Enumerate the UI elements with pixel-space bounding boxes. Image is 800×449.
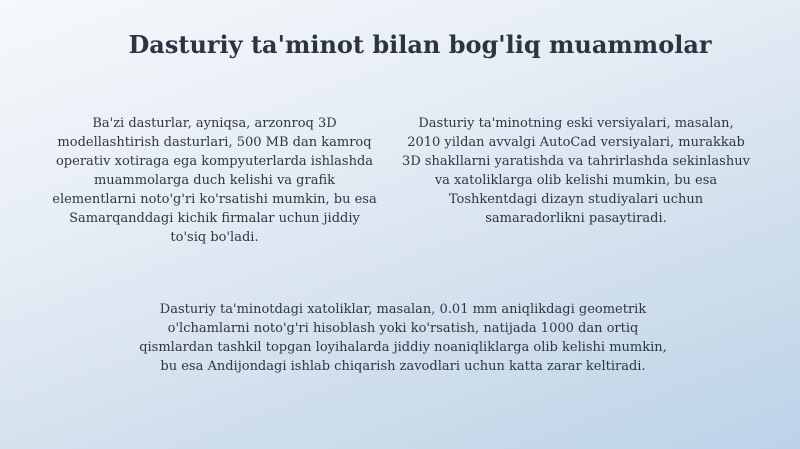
paragraph-left: Ba'zi dasturlar, ayniqsa, arzonroq 3D modellashtirish dasturlari, 500 MB dan kamroq operativ xotiraga ega kompyuterlarda ishlashda muammolarga duch kelishi va grafik elementlarni noto'g'ri ko'rsatishi mumkin, bu esa Samarqanddagi kichik firmalar uchun jiddiy to'siq bo'ladi. bbox=[52, 116, 377, 245]
paragraph-right: Dasturiy ta'minotning eski versiyalari, masalan, 2010 yildan avvalgi AutoCad versiyalari, murakkab 3D shakllarni yaratishda va tahrirlashda sekinlashuv va xatoliklarga olib kelishi mumkin, bu esa Toshkentdagi dizayn studiyalari uchun samaradorlikni pasaytiradi. bbox=[402, 116, 750, 226]
paragraph-bottom: Dasturiy ta'minotdagi xatoliklar, masalan, 0.01 mm aniqlikdagi geometrik o'lchamlarni noto'g'ri hisoblash yoki ko'rsatish, natijada 1000 dan ortiq qismlardan tashkil topgan loyihalarda jiddiy noaniqliklarga olib kelishi mumkin, bu esa Andijondagi ishlab chiqarish zavodlari uchun katta zarar keltiradi. bbox=[139, 302, 667, 374]
slide-title: Dasturiy ta'minot bilan bog'liq muammolar bbox=[128, 30, 712, 59]
